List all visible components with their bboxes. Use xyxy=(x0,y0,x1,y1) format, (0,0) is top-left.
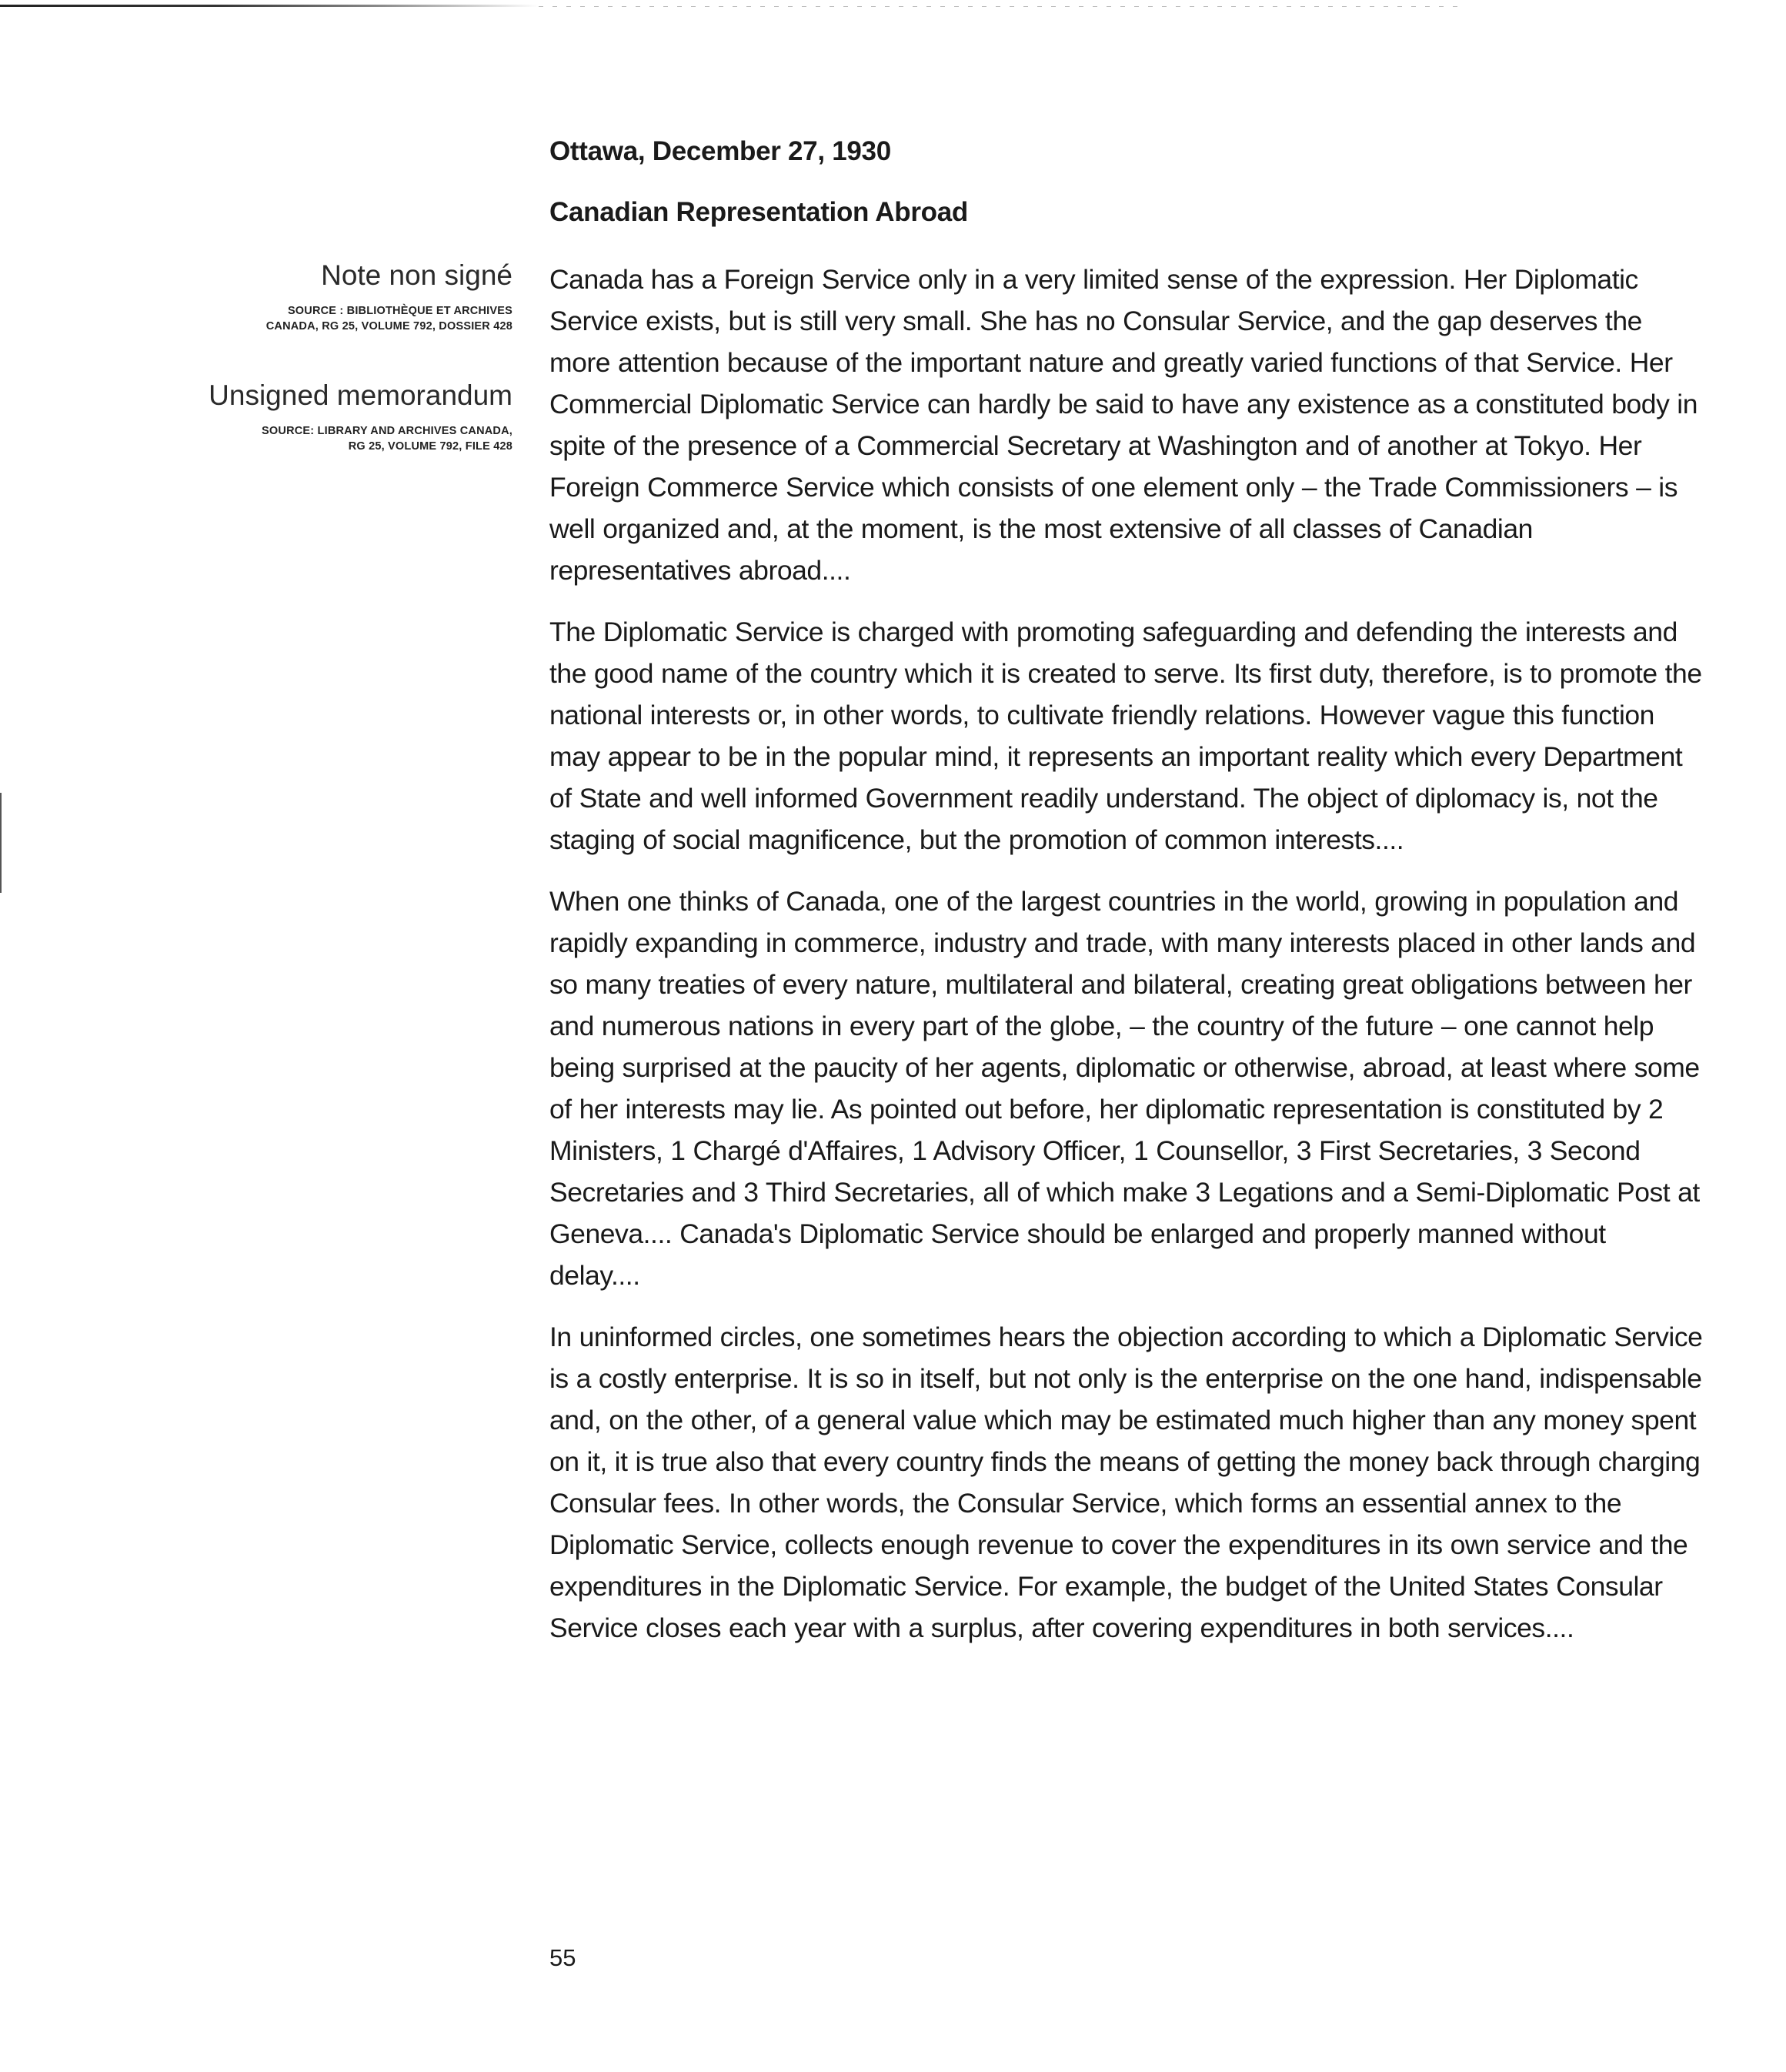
scan-artifact-line xyxy=(0,5,539,7)
source-citation-french xyxy=(154,303,512,334)
scan-artifact-dashes xyxy=(539,6,1462,7)
source-citation-english xyxy=(154,423,512,454)
source-line: CANADA, RG 25, VOLUME 792, DOSSIER 428 xyxy=(265,320,512,333)
margin-heading-english: Unsigned memorandum xyxy=(209,379,512,411)
source-line: SOURCE : BIBLIOTHÈQUE ET ARCHIVES xyxy=(287,305,512,317)
document-date: Ottawa, December 27, 1930 xyxy=(549,136,891,166)
memorandum-body xyxy=(549,259,1704,1669)
body-paragraph: In uninformed circles, one sometimes hears the objection according to which a Diplomatic Service is a costly enterprise. It is so in itself, but not only is the enterprise on the one hand, indispensable and, on the other, of a general value which may be estimated much higher than any money spent on it, it is true also that every country finds the means of getting the money back through charging Consular fees. In other words, the Consular Service, which forms an essential annex to the Diplomatic Service, collects enough revenue to cover the expenditures in its own service and the expenditures in the Diplomatic Service. For example, the budget of the United States Consular Service closes each year with a surplus, after covering expenditures in both services.... xyxy=(549,1322,1703,1643)
page-number: 55 xyxy=(549,1944,576,1971)
margin-note-english xyxy=(154,379,512,454)
source-line: SOURCE: LIBRARY AND ARCHIVES CANADA, xyxy=(262,425,512,437)
body-paragraph: When one thinks of Canada, one of the largest countries in the world, growing in population and rapidly expanding in commerce, industry and trade, with many interests placed in other lands and so many treaties of every nature, multilateral and bilateral, creating great obligations between her and numerous nations in every part of the globe, – the country of the future – one cannot help being surprised at the paucity of her agents, diplomatic or otherwise, abroad, at least where some of her interests may lie. As pointed out before, her diplomatic representation is constituted by 2 Ministers, 1 Chargé d'Affaires, 1 Advisory Officer, 1 Counsellor, 3 First Secretaries, 3 Second Secretaries and 3 Third Secretaries, all of which make 3 Legations and a Semi-Diplomatic Post at Geneva.... Canada's Diplomatic Service should be enlarged and properly manned without delay.... xyxy=(549,886,1700,1291)
margin-note-french xyxy=(154,259,512,334)
document-title: Canadian Representation Abroad xyxy=(549,197,968,227)
body-paragraph: The Diplomatic Service is charged with promoting safeguarding and defending the interests and the good name of the country which it is created to serve. Its first duty, therefore, is to promote the national interests or, in other words, to cultivate friendly relations. However vague this function may appear to be in the popular mind, it represents an important reality which every Department of State and well informed Government readily understand. The object of diplomacy is, not the staging of social magnificence, but the promotion of common interests.... xyxy=(549,617,1702,855)
body-paragraph: Canada has a Foreign Service only in a very limited sense of the expression. Her Diplomatic Service exists, but is still very small. She has no Consular Service, and the gap deserves the more attention because of the important nature and greatly varied functions of that Service. Her Commercial Diplomatic Service can hardly be said to have any existence as a constituted body in spite of the presence of a Commercial Secretary at Washington and of another at Tokyo. Her Foreign Commerce Service which consists of one element only – the Trade Commissioners – is well organized and, at the moment, is the most extensive of all classes of Canadian representatives abroad.... xyxy=(549,264,1698,586)
source-line: RG 25, VOLUME 792, FILE 428 xyxy=(348,440,512,453)
margin-heading-french: Note non signé xyxy=(321,259,512,291)
scan-artifact-edge xyxy=(0,793,2,893)
